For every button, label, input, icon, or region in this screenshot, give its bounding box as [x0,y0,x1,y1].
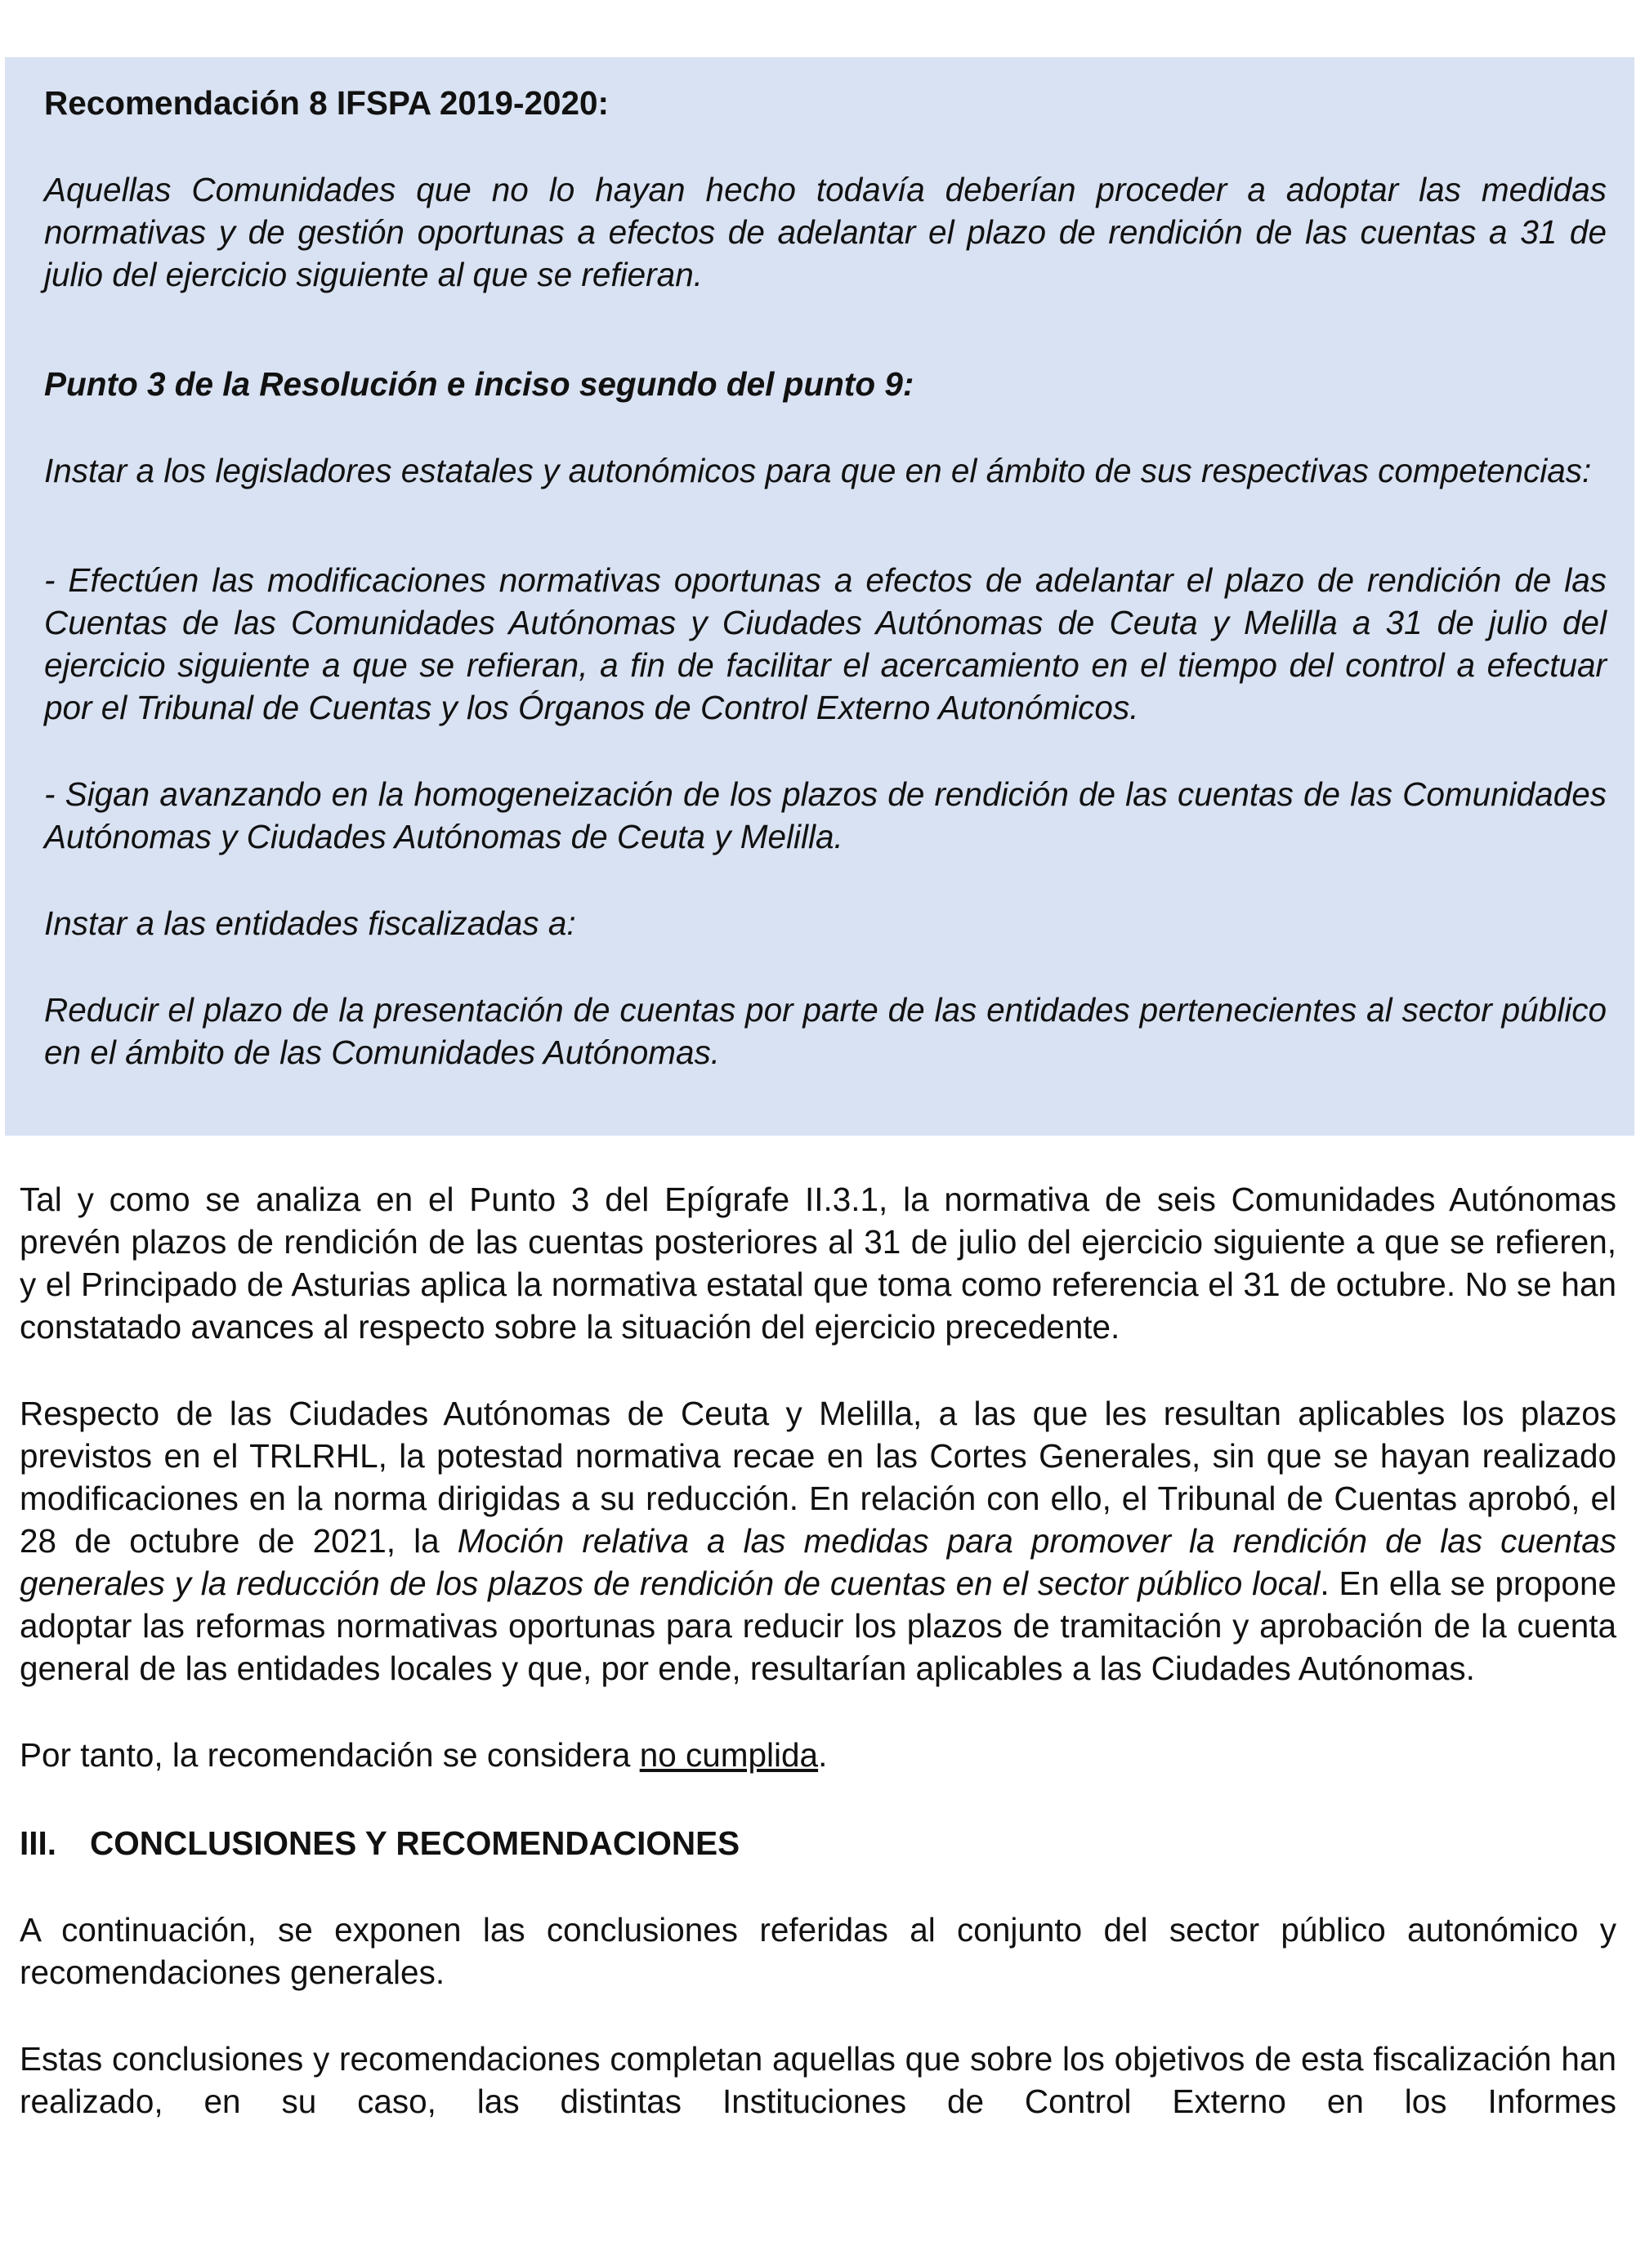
bullet-sigan: - Sigan avanzando en la homogeneización de los plazos de rendición de las cuentas de las Comunidades Autónomas y Ciudades Autónomas de Ceuta y Melilla. [44,775,1607,855]
recommendation-text: Aquellas Comunidades que no lo hayan hecho todavía deberían proceder a adoptar las medidas normativas y de gestión oportunas a efectos de adelantar el plazo de rendición de las cuentas a 31 de julio del ejercicio siguiente al que se refieran. [44,171,1607,293]
paragraph-analysis: Tal y como se analiza en el Punto 3 del Epígrafe II.3.1, la normativa de seis Comunidades Autónomas prevén plazos de rendición de las cuentas posteriores al 31 de julio del ejercicio siguiente a que se refieren, y el Principado de Asturias aplica la normativa estatal que toma como referencia el 31 de octubre. No se han constatado avances al respecto sobre la situación del ejercicio precedente. [20,1181,1616,1346]
instar-legisladores-text: Instar a los legisladores estatales y autonómicos para que en el ámbito de sus respectivas competencias: [44,452,1592,489]
instar-entidades-text: Instar a las entidades fiscalizadas a: [44,904,576,942]
reducir-plazo-text: Reducir el plazo de la presentación de cuentas por parte de las entidades pertenecientes al sector público en el ámbito de las Comunidades Autónomas. [44,991,1607,1071]
recommendation-box [5,57,1634,1136]
body-text [20,1178,1616,2123]
paragraph-conclusion-end: . [818,1736,828,1774]
paragraph-ceuta-melilla-start: Respecto de las Ciudades Autónomas de Ceuta y Melilla, a las que les resultan aplicables los plazos previstos en el TRLRHL, la potestad normativa recae en las Cortes Generales, sin que se hayan realizado modificaciones en la norma dirigidas a su reducción. En relación con ello, el Tribunal de Cuentas aprobó, el 28 de octubre de 2021, la [20,1395,1616,1560]
paragraph-ceuta-melilla-end: . En ella se propone adoptar las reformas normativas oportunas para reducir los plazos de tramitación y aprobación de la cuenta general de las entidades locales y que, por ende, resultarían aplicables a las Ciudades Autónomas. [20,1565,1616,1687]
paragraph-conclusion [20,1734,1616,1776]
section-title: CONCLUSIONES Y RECOMENDACIONES [90,1824,740,1862]
mocion-title: Moción relativa a las medidas para promover la rendición de las cuentas generales y la reducción de los plazos de rendición de cuentas en el sector público local [20,1522,1616,1602]
resolution-point-heading: Punto 3 de la Resolución e inciso segundo del punto 9: [44,365,914,403]
paragraph-conclusion-start: Por tanto, la recomendación se considera [20,1736,640,1774]
paragraph-intro-conclusions: A continuación, se exponen las conclusiones referidas al conjunto del sector público autonómico y recomendaciones generales. [20,1911,1616,1991]
status-no-cumplida: no cumplida [639,1736,819,1774]
bullet-efectuen: - Efectúen las modificaciones normativas oportunas a efectos de adelantar el plazo de rendición de las Cuentas de las Comunidades Autónomas y Ciudades Autónomas de Ceuta y Melilla a 31 de julio del ejercicio siguiente a que se refieran, a fin de facilitar el acercamiento en el tiempo del control a efectuar por el Tribunal de Cuentas y los Órganos de Control Externo Autonómicos. [44,561,1607,726]
paragraph-complement: Estas conclusiones y recomendaciones completan aquellas que sobre los objetivos de esta fiscalización han realizado, en su caso, las distintas Instituciones de Control Externo en los Informes [20,2040,1616,2120]
recommendation-heading: Recomendación 8 IFSPA 2019-2020: [44,84,610,122]
paragraph-ceuta-melilla [20,1392,1616,1690]
section-heading [20,1822,1616,1864]
section-number: III. [20,1824,57,1862]
